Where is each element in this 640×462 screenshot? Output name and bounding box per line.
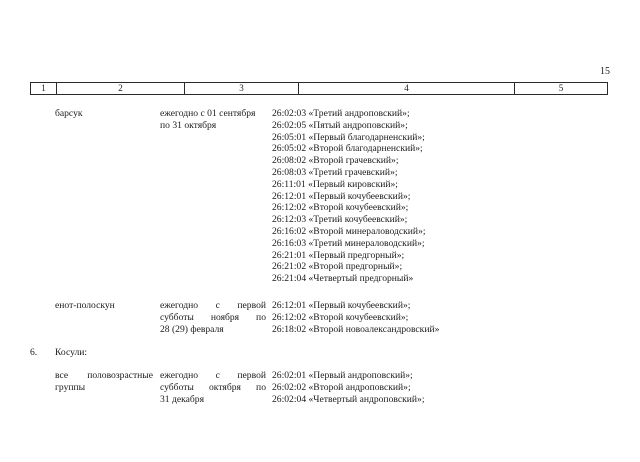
period-line: субботы октября по [160, 381, 266, 393]
area-line: 26:02:01 «Первый андроповский»; [272, 370, 413, 381]
period-line: ежегодно с первой [160, 370, 266, 381]
group-line: группы [55, 381, 86, 393]
area-line: 26:21:04 «Четвертый предгорный» [272, 273, 414, 285]
area-line: 26:08:02 «Второй грачевский»; [272, 155, 399, 167]
animal-group-roe-deer [55, 370, 153, 394]
column-number-2: 2 [56, 83, 184, 94]
section-number: 6. [30, 347, 38, 358]
column-number-3: 3 [184, 83, 298, 94]
hunting-period-roe-deer [160, 370, 266, 405]
area-line: 26:16:03 «Третий минераловодский»; [272, 237, 425, 249]
area-line: 26:02:04 «Четвертый андроповский»; [272, 393, 425, 405]
group-line: все половозрастные [55, 370, 153, 381]
animal-name-raccoon: енот-полоскун [55, 300, 115, 311]
area-line: 26:05:01 «Первый благодарненский»; [272, 131, 425, 143]
hunting-areas-raccoon [272, 300, 439, 335]
area-line: 26:12:03 «Третий кочубеевский»; [272, 214, 408, 226]
column-number-1: 1 [41, 83, 46, 93]
area-line: 26:02:05 «Пятый андроповский»; [272, 119, 408, 131]
section-title: Косули: [55, 347, 88, 358]
area-line: 26:18:02 «Второй новоалександровский» [272, 323, 440, 335]
period-line: ежегодно с первой [160, 300, 266, 311]
column-number-5: 5 [514, 83, 607, 94]
area-line: 26:02:03 «Третий андроповский»; [272, 108, 410, 119]
hunting-areas-badger [272, 108, 426, 285]
area-line: 26:11:01 «Первый кировский»; [272, 178, 398, 190]
period-line: 28 (29) февраля [160, 323, 224, 335]
area-line: 26:12:01 «Первый кочубеевский»; [272, 300, 411, 311]
hunting-areas-roe-deer [272, 370, 425, 405]
area-line: 26:05:02 «Второй благодарненский»; [272, 143, 423, 155]
area-line: 26:12:02 «Второй кочубеевский»; [272, 311, 409, 323]
hunting-period-badger [160, 108, 267, 132]
column-number-4: 4 [298, 83, 514, 94]
area-line: 26:21:02 «Второй предгорный»; [272, 261, 403, 273]
area-line: 26:08:03 «Третий грачевский»; [272, 166, 398, 178]
area-line: 26:16:02 «Второй минераловодский»; [272, 225, 426, 237]
area-line: 26:21:01 «Первый предгорный»; [272, 249, 405, 261]
hunting-period-raccoon [160, 300, 266, 335]
area-line: 26:12:02 «Второй кочубеевский»; [272, 202, 409, 214]
page-number: 15 [600, 66, 610, 77]
area-line: 26:02:02 «Второй андроповский»; [272, 381, 411, 393]
period-line: по 31 октября [160, 119, 217, 131]
period-line: субботы ноября по [160, 311, 266, 323]
column-number-header [30, 82, 608, 95]
period-line: ежегодно с 01 сентября [160, 108, 256, 119]
area-line: 26:12:01 «Первый кочубеевский»; [272, 190, 411, 202]
period-line: 31 декабря [160, 393, 204, 405]
animal-name-badger: барсук [55, 108, 83, 119]
